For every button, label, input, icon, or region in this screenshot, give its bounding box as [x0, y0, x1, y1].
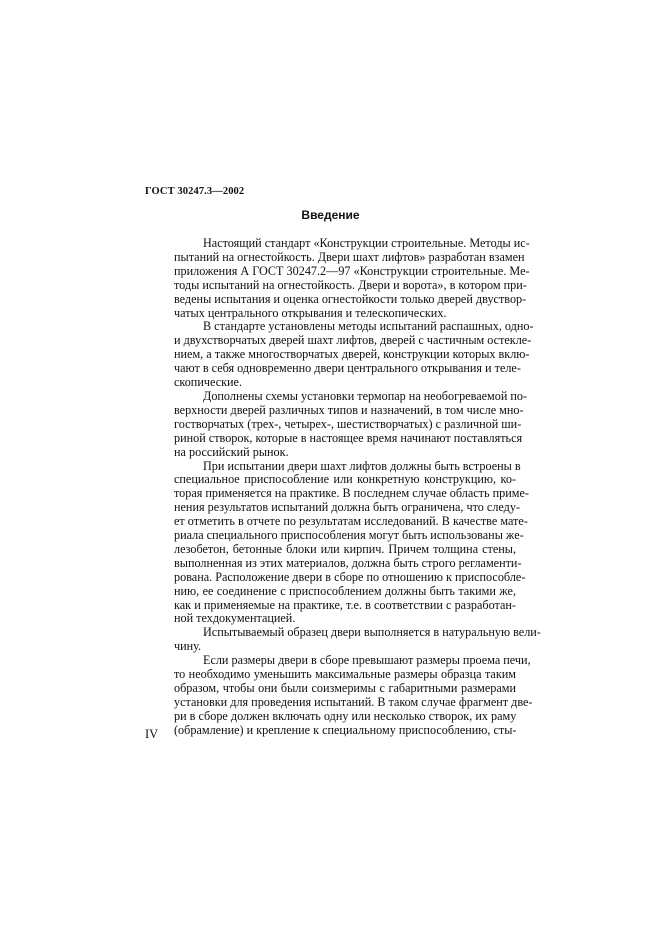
text-line: риной створок, которые в настоящее время начинают поставляться: [174, 430, 523, 445]
body-text: [145, 236, 541, 738]
text-line: торая применяется на практике. В последнем случае область приме-: [174, 486, 529, 501]
text-line: тоды испытаний на огнестойкость. Двери и ворота», в котором при-: [174, 277, 527, 292]
text-line: ной техдокументацией.: [174, 611, 296, 626]
text-line: то необходимо уменьшить максимальные размеры образца таким: [174, 667, 516, 682]
paragraph: [145, 319, 534, 390]
text-line: приложения А ГОСТ 30247.2—97 «Конструкции строительные. Ме-: [174, 263, 530, 278]
text-line: рована. Расположение двери в сборе по отношению к приспособле-: [174, 569, 526, 584]
text-line: (обрамление) и крепление к специальному приспособлению, сты-: [174, 722, 517, 737]
text-line: Настоящий стандарт «Конструкции строительные. Методы ис-: [203, 236, 530, 250]
text-line: на российский рынок.: [174, 444, 289, 459]
paragraph: [145, 236, 530, 320]
text-line: ри в сборе должен включать одну или несколько створок, их раму: [174, 708, 517, 723]
paragraph: [145, 625, 541, 654]
text-line: специальное приспособление или конкретную конструкцию, ко-: [174, 472, 516, 487]
text-line: лезобетон, бетонные блоки или кирпич. Причем толщина стены,: [174, 541, 516, 556]
page-number: IV: [145, 727, 159, 741]
text-line: образом, чтобы они были соизмеримы с габаритными размерами: [174, 681, 516, 695]
text-line: нию, ее соединение с приспособлением должны быть такими же,: [174, 583, 516, 598]
paragraph: [145, 653, 533, 737]
text-line: нием, а также многостворчатых дверей, конструкции которых вклю-: [174, 347, 530, 362]
text-line: чатых центрального открывания и телескопических.: [174, 305, 447, 320]
text-line: нения результатов испытаний должна быть ограничена, что следу-: [174, 500, 521, 515]
text-line: гостворчатых (трех-, четырех-, шестистворчатых) с различной ши-: [174, 416, 522, 431]
paragraph: [145, 458, 529, 627]
text-line: Испытываемый образец двери выполняется в натуральную вели-: [203, 625, 541, 640]
text-line: установки для проведения испытаний. В таком случае фрагмент две-: [174, 694, 533, 709]
text-line: При испытании двери шахт лифтов должны быть встроены в: [203, 458, 521, 473]
text-line: пытаний на огнестойкость. Двери шахт лифтов» разработан взамен: [174, 249, 525, 264]
section-title: Введение: [301, 208, 360, 222]
text-line: и двухстворчатых дверей шахт лифтов, дверей с частичным остекле-: [174, 333, 532, 348]
text-line: скопические.: [174, 375, 243, 390]
text-line: риала специального приспособления могут быть использованы же-: [174, 528, 524, 543]
text-line: ет отметить в отчете по результатам исследований. В качестве мате-: [174, 514, 528, 529]
document-id: ГОСТ 30247.3—2002: [145, 186, 245, 197]
text-line: как и применяемые на практике, т.е. в соответствии с разработан-: [174, 597, 516, 612]
text-line: чают в себя одновременно двери центрального открывания и теле-: [174, 361, 521, 376]
text-line: верхности дверей различных типов и назначений, в том числе мно-: [174, 402, 524, 417]
text-line: В стандарте установлены методы испытаний распашных, одно-: [203, 319, 534, 334]
paragraph: [145, 388, 528, 460]
text-line: Если размеры двери в сборе превышают размеры проема печи,: [203, 653, 531, 668]
text-line: ведены испытания и оценка огнестойкости только дверей двуствор-: [174, 291, 527, 306]
text-line: чину.: [174, 639, 202, 654]
text-line: Дополнены схемы установки термопар на необогреваемой по-: [203, 388, 528, 403]
text-line: выполненная из этих материалов, должна быть строго регламенти-: [174, 555, 522, 570]
